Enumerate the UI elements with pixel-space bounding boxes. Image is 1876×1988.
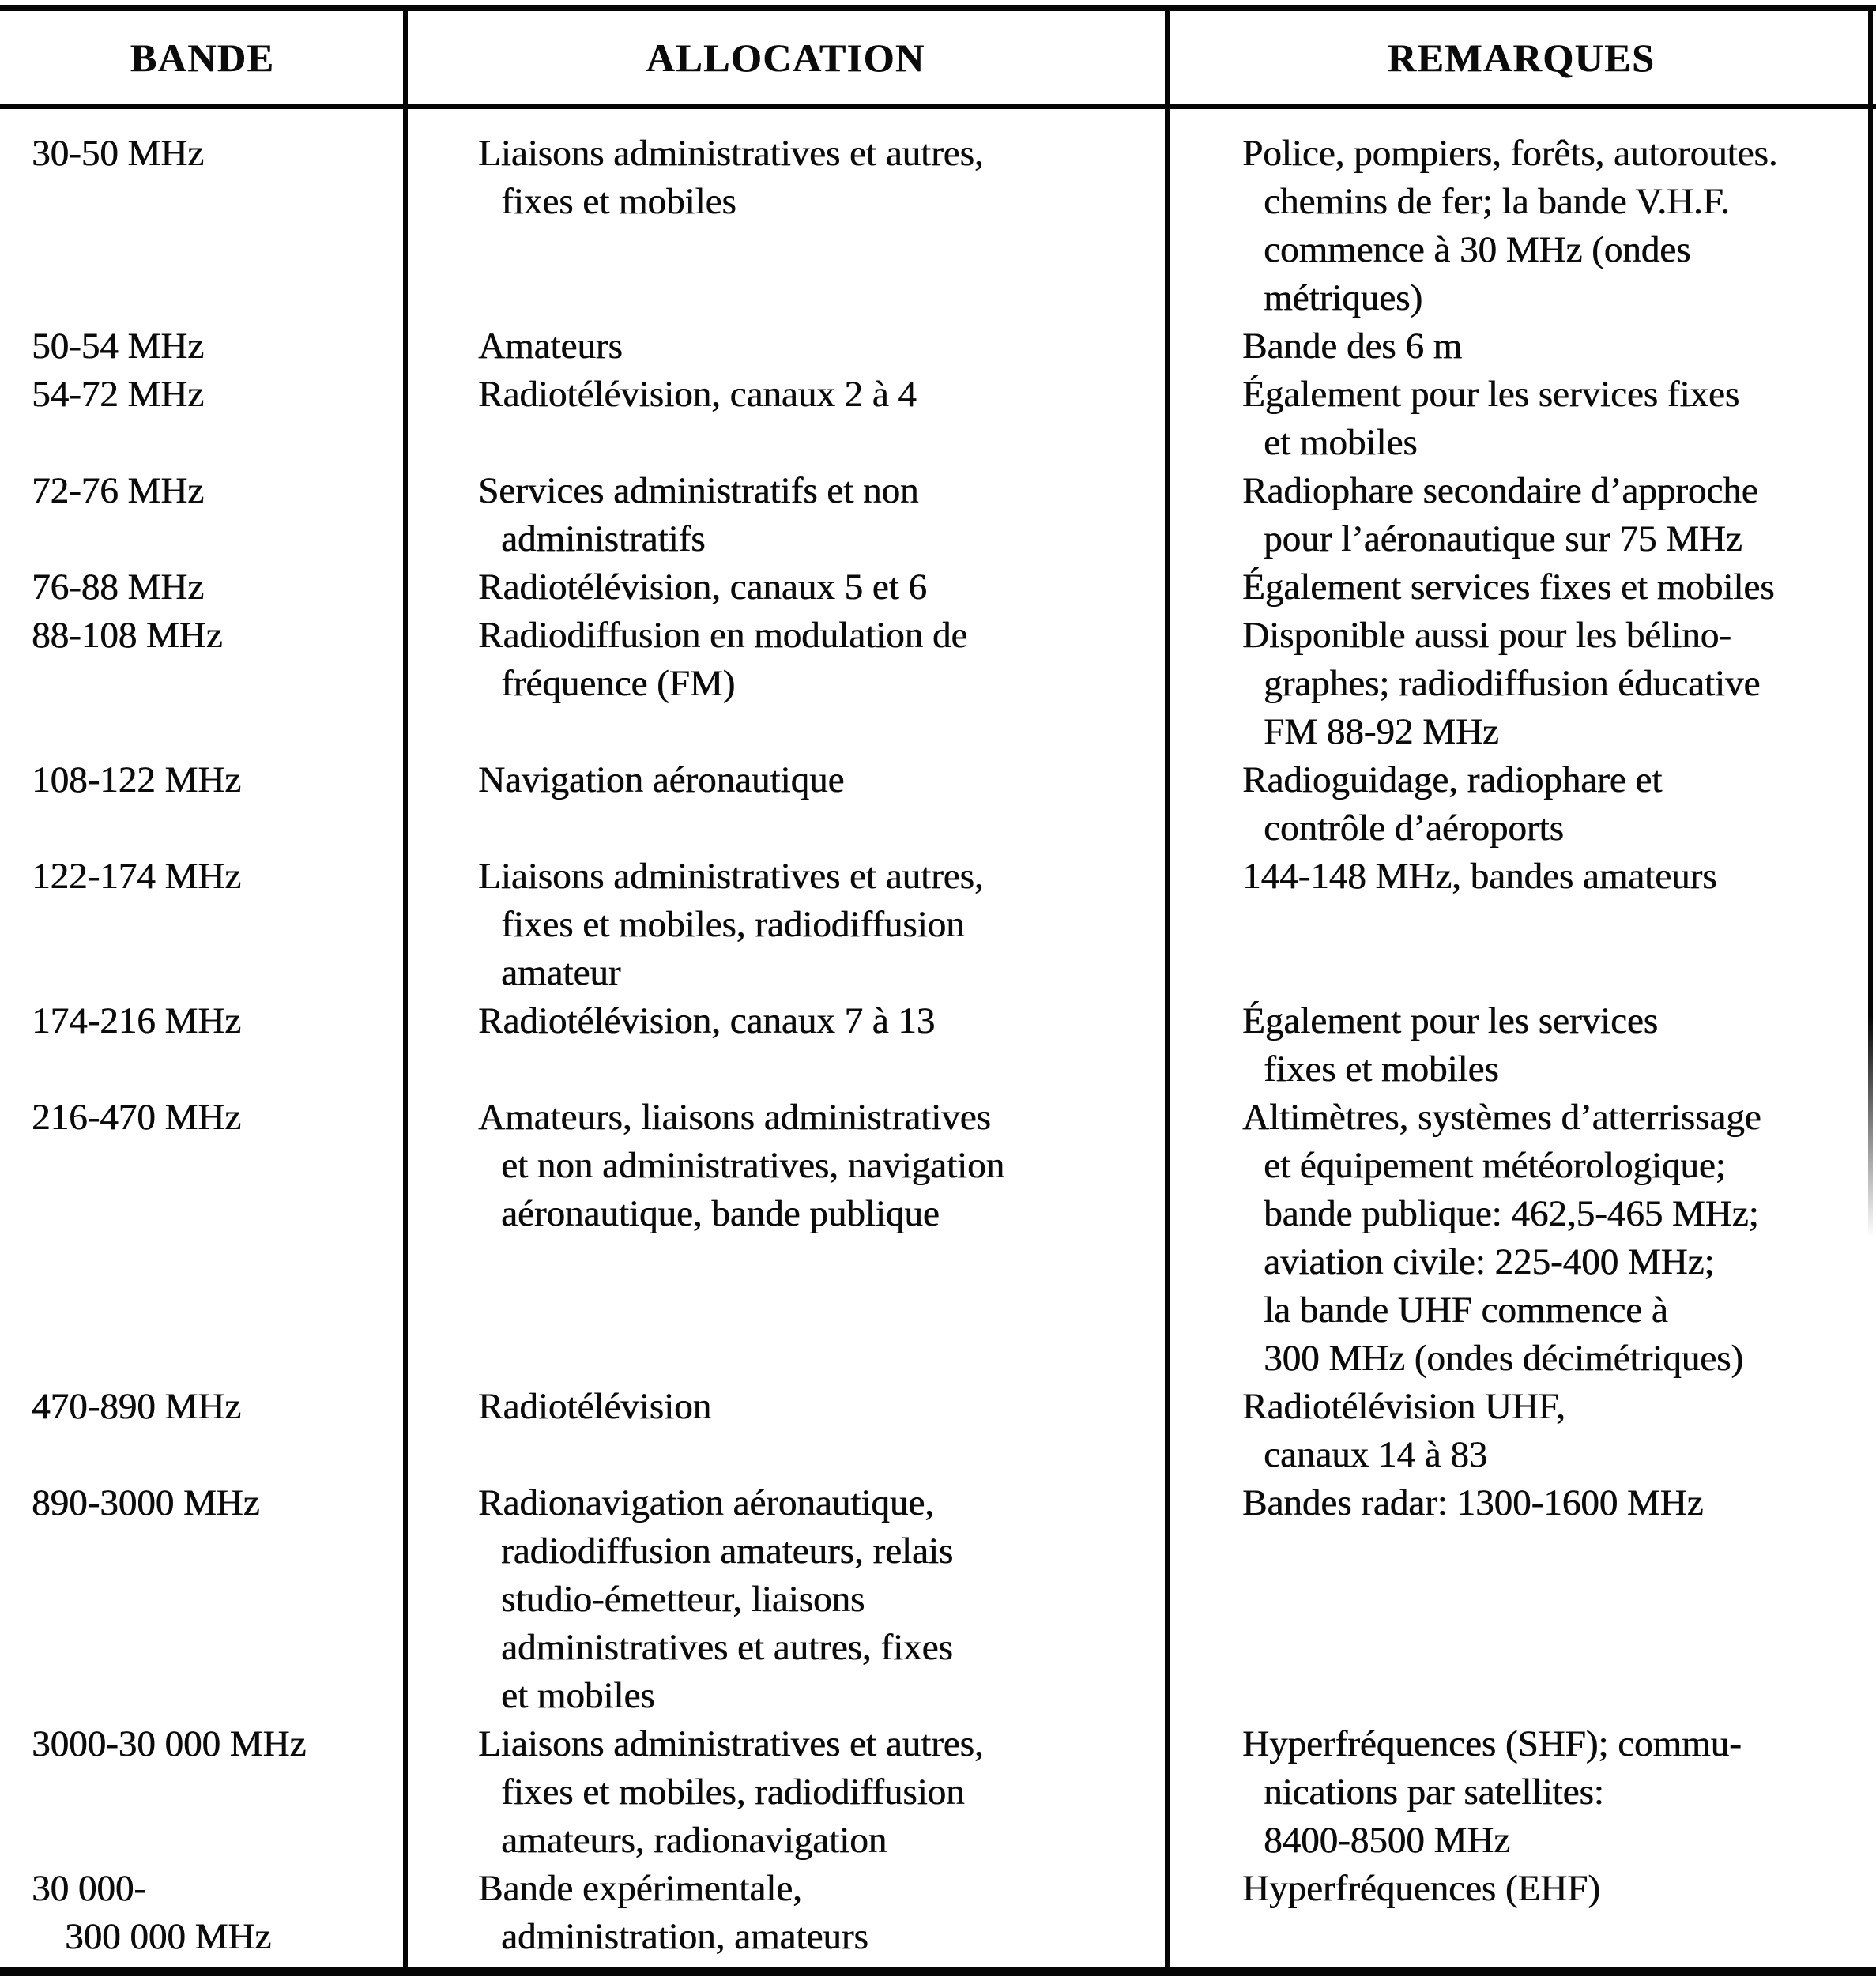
table-row	[0, 853, 1876, 997]
table-header-row	[0, 11, 1876, 104]
allocation-cell	[405, 853, 1166, 997]
text-line: Bande des 6 m	[1242, 326, 1463, 367]
text-line: pour l’aéronautique sur 75 MHz	[1264, 518, 1742, 559]
remarks-cell	[1166, 467, 1876, 563]
text-line: 54-72 MHz	[32, 374, 204, 415]
table-row	[0, 1479, 1876, 1720]
table-body	[0, 109, 1876, 1961]
text-line: Radiotélévision, canaux 2 à 4	[478, 374, 917, 415]
text-line: studio-émetteur, liaisons	[501, 1579, 865, 1620]
table-row	[0, 756, 1876, 853]
text-line: 300 000 MHz	[65, 1916, 272, 1957]
band-cell	[0, 997, 405, 1045]
table-row	[0, 1383, 1876, 1479]
text-line: 50-54 MHz	[32, 326, 204, 367]
text-line: Également pour les services fixes	[1242, 374, 1740, 415]
band-cell	[0, 563, 405, 612]
text-line: 8400-8500 MHz	[1264, 1820, 1510, 1861]
text-line: Police, pompiers, forêts, autoroutes.	[1242, 133, 1778, 174]
text-line: 88-108 MHz	[32, 615, 223, 656]
remarks-cell	[1166, 1094, 1876, 1383]
text-line: 122-174 MHz	[32, 856, 241, 897]
text-line: Radiotélévision, canaux 7 à 13	[478, 1000, 936, 1041]
allocation-cell	[405, 756, 1166, 804]
text-line: Radiotélévision, canaux 5 et 6	[478, 567, 927, 608]
text-line: 144-148 MHz, bandes amateurs	[1242, 856, 1717, 897]
allocation-cell	[405, 1865, 1166, 1961]
text-line: nications par satellites:	[1264, 1772, 1604, 1813]
text-line: Hyperfréquences (SHF); commu-	[1242, 1723, 1742, 1764]
allocation-cell	[405, 467, 1166, 563]
text-line: administratives et autres, fixes	[501, 1627, 953, 1668]
text-line: Liaisons administratives et autres,	[478, 856, 984, 897]
band-cell	[0, 1094, 405, 1142]
band-cell	[0, 1479, 405, 1527]
text-line: Disponible aussi pour les bélino-	[1242, 615, 1731, 656]
remarks-cell	[1166, 853, 1876, 901]
table-bottom-border	[0, 1967, 1876, 1976]
text-line: Radiotélévision	[478, 1386, 712, 1427]
band-cell	[0, 756, 405, 804]
text-line: Amateurs, liaisons administratives	[478, 1097, 991, 1138]
text-line: 890-3000 MHz	[32, 1482, 260, 1523]
allocation-cell	[405, 1383, 1166, 1431]
text-line: Bande expérimentale,	[478, 1868, 802, 1909]
remarks-cell	[1166, 130, 1876, 322]
remarks-cell	[1166, 1865, 1876, 1913]
text-line: chemins de fer; la bande V.H.F.	[1264, 181, 1730, 222]
remarks-cell	[1166, 612, 1876, 756]
text-line: fréquence (FM)	[501, 663, 736, 704]
text-line: radiodiffusion amateurs, relais	[501, 1531, 954, 1572]
allocation-cell	[405, 612, 1166, 708]
table-row	[0, 563, 1876, 612]
table-row	[0, 371, 1876, 467]
text-line: et mobiles	[501, 1675, 655, 1716]
text-line: 30-50 MHz	[32, 133, 204, 174]
band-cell	[0, 371, 405, 419]
text-line: et mobiles	[1264, 422, 1418, 463]
text-line: administratifs	[501, 518, 706, 559]
remarks-cell	[1166, 563, 1876, 612]
text-line: Également pour les services	[1242, 1000, 1658, 1041]
table-top-border	[0, 5, 1876, 11]
text-line: amateurs, radionavigation	[501, 1820, 887, 1861]
column-header-remarques: REMARQUES	[1387, 36, 1656, 80]
text-line: Navigation aéronautique	[478, 759, 845, 800]
band-cell	[0, 467, 405, 515]
text-line: et équipement météorologique;	[1264, 1145, 1726, 1186]
text-line: fixes et mobiles	[501, 181, 736, 222]
remarks-cell	[1166, 997, 1876, 1094]
text-line: aviation civile: 225-400 MHz;	[1264, 1241, 1715, 1282]
text-line: 470-890 MHz	[32, 1386, 241, 1427]
band-cell	[0, 130, 405, 178]
text-line: Radionavigation aéronautique,	[478, 1482, 934, 1523]
table-row	[0, 1094, 1876, 1383]
text-line: la bande UHF commence à	[1264, 1290, 1668, 1331]
text-line: amateur	[501, 952, 621, 993]
table-row	[0, 130, 1876, 322]
allocation-cell	[405, 322, 1166, 371]
text-line: administration, amateurs	[501, 1916, 868, 1957]
text-line: aéronautique, bande publique	[501, 1193, 940, 1234]
band-cell	[0, 1383, 405, 1431]
text-line: Liaisons administratives et autres,	[478, 133, 984, 174]
text-line: Radiotélévision UHF,	[1242, 1386, 1565, 1427]
text-line: bande publique: 462,5-465 MHz;	[1264, 1193, 1759, 1234]
text-line: 174-216 MHz	[32, 1000, 241, 1041]
text-line: Radiodiffusion en modulation de	[478, 615, 968, 656]
band-cell	[0, 853, 405, 901]
allocation-cell	[405, 1479, 1166, 1720]
text-line: Altimètres, systèmes d’atterrissage	[1242, 1097, 1761, 1138]
text-line: fixes et mobiles	[1264, 1049, 1499, 1090]
text-line: Également services fixes et mobiles	[1242, 567, 1775, 608]
text-line: canaux 14 à 83	[1264, 1434, 1488, 1475]
band-cell	[0, 612, 405, 660]
band-cell	[0, 1865, 405, 1961]
table-row	[0, 997, 1876, 1094]
text-line: 72-76 MHz	[32, 470, 204, 511]
band-cell	[0, 1720, 405, 1768]
text-line: fixes et mobiles, radiodiffusion	[501, 1772, 965, 1813]
text-line: Amateurs	[478, 326, 623, 367]
text-line: contrôle d’aéroports	[1264, 808, 1564, 849]
text-line: Hyperfréquences (EHF)	[1242, 1868, 1600, 1909]
text-line: FM 88-92 MHz	[1264, 711, 1499, 752]
table-row	[0, 1865, 1876, 1961]
text-line: 3000-30 000 MHz	[32, 1723, 307, 1764]
text-line: métriques)	[1264, 277, 1422, 318]
text-line: fixes et mobiles, radiodiffusion	[501, 904, 965, 945]
remarks-cell	[1166, 371, 1876, 467]
table-row	[0, 1720, 1876, 1865]
remarks-cell	[1166, 1383, 1876, 1479]
table-row	[0, 612, 1876, 756]
text-line: 30 000-	[32, 1868, 146, 1909]
column-header-bande: BANDE	[130, 36, 275, 80]
allocation-cell	[405, 563, 1166, 612]
text-line: Services administratifs et non	[478, 470, 919, 511]
allocation-cell	[405, 1094, 1166, 1238]
text-line: Radioguidage, radiophare et	[1242, 759, 1663, 800]
text-line: Liaisons administratives et autres,	[478, 1723, 984, 1764]
text-line: graphes; radiodiffusion éducative	[1264, 663, 1761, 704]
text-line: et non administratives, navigation	[501, 1145, 1004, 1186]
text-line: 300 MHz (ondes décimétriques)	[1264, 1338, 1743, 1379]
text-line: Radiophare secondaire d’approche	[1242, 470, 1758, 511]
remarks-cell	[1166, 322, 1876, 371]
remarks-cell	[1166, 1720, 1876, 1865]
text-line: 76-88 MHz	[32, 567, 204, 608]
allocation-cell	[405, 130, 1166, 226]
text-line: 108-122 MHz	[32, 759, 241, 800]
table-row	[0, 467, 1876, 563]
text-line: commence à 30 MHz (ondes	[1264, 229, 1691, 270]
column-header-allocation: ALLOCATION	[646, 36, 925, 80]
table-row	[0, 322, 1876, 371]
allocation-cell	[405, 371, 1166, 419]
text-line: 216-470 MHz	[32, 1097, 241, 1138]
allocation-cell	[405, 997, 1166, 1045]
band-cell	[0, 322, 405, 371]
text-line: Bandes radar: 1300-1600 MHz	[1242, 1482, 1704, 1523]
remarks-cell	[1166, 1479, 1876, 1527]
remarks-cell	[1166, 756, 1876, 853]
allocation-cell	[405, 1720, 1166, 1865]
